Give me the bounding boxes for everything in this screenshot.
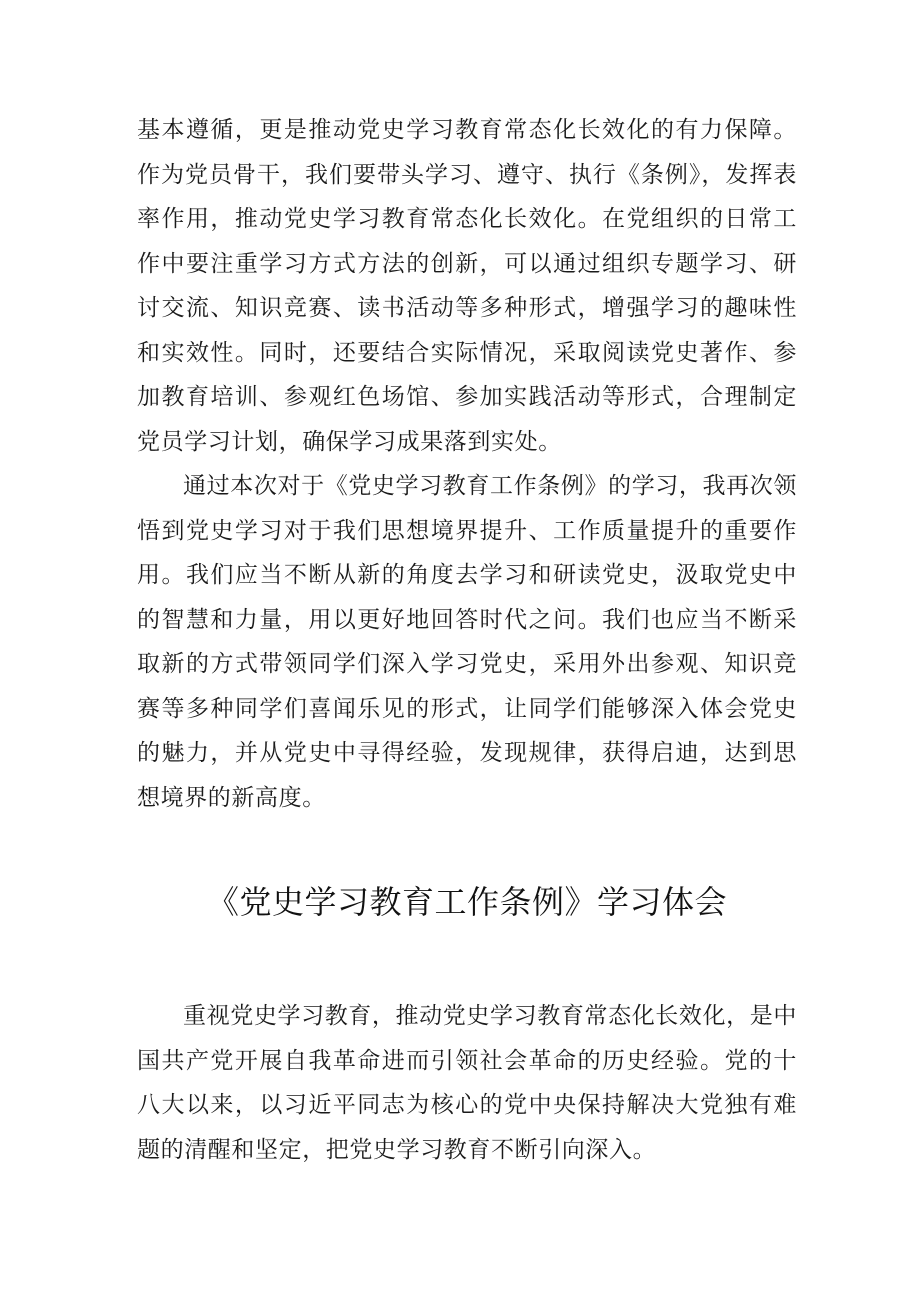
body-paragraph: 重视党史学习教育，推动党史学习教育常态化长效化，是中国共产党开展自我革命进而引领社会革命的历史经验。党的十八大以来，以习近平同志为核心的党中央保持解决大党独有难题的清醒和坚定，把党史学习教育不断引向深入。 [137, 1003, 797, 1163]
body-paragraph: 基本遵循，更是推动党史学习教育常态化长效化的有力保障。作为党员骨干，我们要带头学习、遵守、执行《条例》，发挥表率作用，推动党史学习教育常态化长效化。在党组织的日常工作中要注重学习方式方法的创新，可以通过组织专题学习、研讨交流、知识竞赛、读书活动等多种形式，增强学习的趣味性和实效性。同时，还要结合实际情况，采取阅读党史著作、参加教育培训、参观红色场馆、参加实践活动等形式，合理制定党员学习计划，确保学习成果落到实处。 [137, 117, 797, 455]
spacer [137, 922, 797, 994]
section-title: 《党史学习教育工作条例》学习体会 [206, 883, 727, 921]
body-paragraph: 通过本次对于《党史学习教育工作条例》的学习，我再次领悟到党史学习对于我们思想境界提升、工作质量提升的重要作用。我们应当不断从新的角度去学习和研读党史，汲取党史中的智慧和力量，用以更好地回答时代之问。我们也应当不断采取新的方式带领同学们深入学习党史，采用外出参观、知识竞赛等多种同学们喜闻乐见的形式，让同学们能够深入体会党史的魅力，并从党史中寻得经验，发现规律，获得启迪，达到思想境界的新高度。 [137, 473, 797, 811]
spacer [137, 820, 797, 882]
document-page [137, 108, 797, 1172]
